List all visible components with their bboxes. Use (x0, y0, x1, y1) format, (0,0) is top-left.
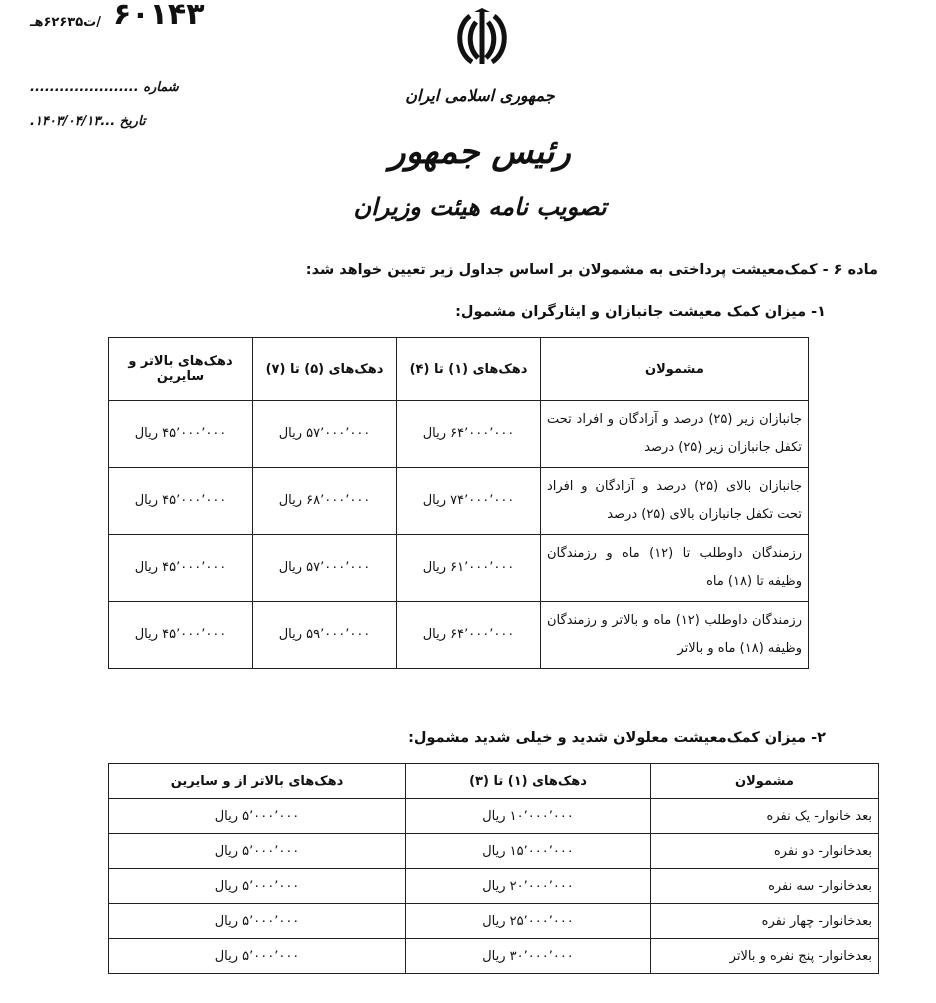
table-cell: ۱۰٬۰۰۰٬۰۰۰ ریال (406, 799, 651, 834)
country-name: جمهوری اسلامی ایران (405, 86, 555, 105)
table-cell: ۶۴٬۰۰۰٬۰۰۰ ریال (397, 602, 541, 669)
number-line (30, 80, 179, 95)
column-header: دهک‌های (۱) تا (۴) (397, 338, 541, 401)
table-cell: ۷۴٬۰۰۰٬۰۰۰ ریال (397, 468, 541, 535)
table-row (109, 468, 809, 535)
table-cell: ۱۵٬۰۰۰٬۰۰۰ ریال (406, 834, 651, 869)
table-row (109, 834, 879, 869)
table-cell: ۵٬۰۰۰٬۰۰۰ ریال (109, 869, 406, 904)
table-cell: ۵٬۰۰۰٬۰۰۰ ریال (109, 939, 406, 974)
table-cell: ۵٬۰۰۰٬۰۰۰ ریال (109, 799, 406, 834)
table-row (109, 904, 879, 939)
table-cell: بعدخانوار- دو نفره (651, 834, 879, 869)
table-row (109, 869, 879, 904)
column-header: دهک‌های (۵) تا (۷) (253, 338, 397, 401)
table-cell: رزمندگان داوطلب تا (۱۲) ماه و رزمندگان وظیفه تا (۱۸) ماه (541, 535, 809, 602)
table-cell: ۶۴٬۰۰۰٬۰۰۰ ریال (397, 401, 541, 468)
table-cell: ۴۵٬۰۰۰٬۰۰۰ ریال (109, 535, 253, 602)
veterans-table (108, 337, 809, 669)
date-label: تاریخ (119, 114, 146, 129)
table-header-row (109, 338, 809, 401)
column-header: دهک‌های (۱) تا (۳) (406, 764, 651, 799)
table-cell: ۴۵٬۰۰۰٬۰۰۰ ریال (109, 401, 253, 468)
table-cell: رزمندگان داوطلب (۱۲) ماه و بالاتر و رزمندگان وظیفه (۱۸) ماه و بالاتر (541, 602, 809, 669)
date-line (30, 114, 146, 129)
reference-number: /ت۶۲۶۳۵هـ (30, 15, 101, 30)
table-cell: ۶۸٬۰۰۰٬۰۰۰ ریال (253, 468, 397, 535)
table-row (109, 401, 809, 468)
section1-title: ۱- میزان کمک معیشت جانبازان و ایثارگران مشمول: (455, 304, 826, 320)
table-cell: بعدخانوار- سه نفره (651, 869, 879, 904)
table-row (109, 939, 879, 974)
table-row (109, 799, 879, 834)
table-cell: ۶۱٬۰۰۰٬۰۰۰ ریال (397, 535, 541, 602)
disabled-table (108, 763, 879, 974)
serial-number: ۶۰۱۴۳ (112, 0, 205, 32)
table-cell: بعدخانوار- چهار نفره (651, 904, 879, 939)
table-cell: بعد خانوار- یک نفره (651, 799, 879, 834)
date-value: ...۱۴۰۳/۰۴/۱۳. (30, 114, 116, 129)
column-header: مشمولان (651, 764, 879, 799)
table-cell: ۲۵٬۰۰۰٬۰۰۰ ریال (406, 904, 651, 939)
table-cell: ۳۰٬۰۰۰٬۰۰۰ ریال (406, 939, 651, 974)
column-header: دهک‌های بالاتر از و سایرین (109, 764, 406, 799)
serial-block (30, 0, 205, 30)
table-cell: جانبازان بالای (۲۵) درصد و آزادگان و افراد تحت تکفل جانبازان بالای (۲۵) درصد (541, 468, 809, 535)
table-cell: ۴۵٬۰۰۰٬۰۰۰ ریال (109, 468, 253, 535)
table-row (109, 602, 809, 669)
table-row (109, 535, 809, 602)
number-label: شماره (143, 80, 179, 95)
table-cell: ۵٬۰۰۰٬۰۰۰ ریال (109, 904, 406, 939)
section2-title: ۲- میزان کمک‌معیشت معلولان شدید و خیلی شدید مشمول: (408, 730, 826, 746)
table-cell: ۵۷٬۰۰۰٬۰۰۰ ریال (253, 535, 397, 602)
table-header-row (109, 764, 879, 799)
number-value: ...................... (30, 80, 139, 95)
column-header: مشمولان (541, 338, 809, 401)
document-type: تصویب نامه هیئت وزیران (353, 192, 607, 221)
table-cell: بعدخانوار- پنج نفره و بالاتر (651, 939, 879, 974)
table-cell: ۵۷٬۰۰۰٬۰۰۰ ریال (253, 401, 397, 468)
table-cell: ۵٬۰۰۰٬۰۰۰ ریال (109, 834, 406, 869)
table-cell: جانبازان زیر (۲۵) درصد و آزادگان و افراد تحت تکفل جانبازان زیر (۲۵) درصد (541, 401, 809, 468)
table-cell: ۲۰٬۰۰۰٬۰۰۰ ریال (406, 869, 651, 904)
iran-emblem-icon (452, 8, 512, 70)
article-text: ماده ۶ - کمک‌معیشت پرداختی به مشمولان بر اساس جداول زیر تعیین خواهد شد: (305, 262, 878, 278)
column-header: دهک‌های بالاتر و سایرین (109, 338, 253, 401)
table-cell: ۴۵٬۰۰۰٬۰۰۰ ریال (109, 602, 253, 669)
office-title: رئیس جمهور (389, 132, 571, 172)
table-cell: ۵۹٬۰۰۰٬۰۰۰ ریال (253, 602, 397, 669)
